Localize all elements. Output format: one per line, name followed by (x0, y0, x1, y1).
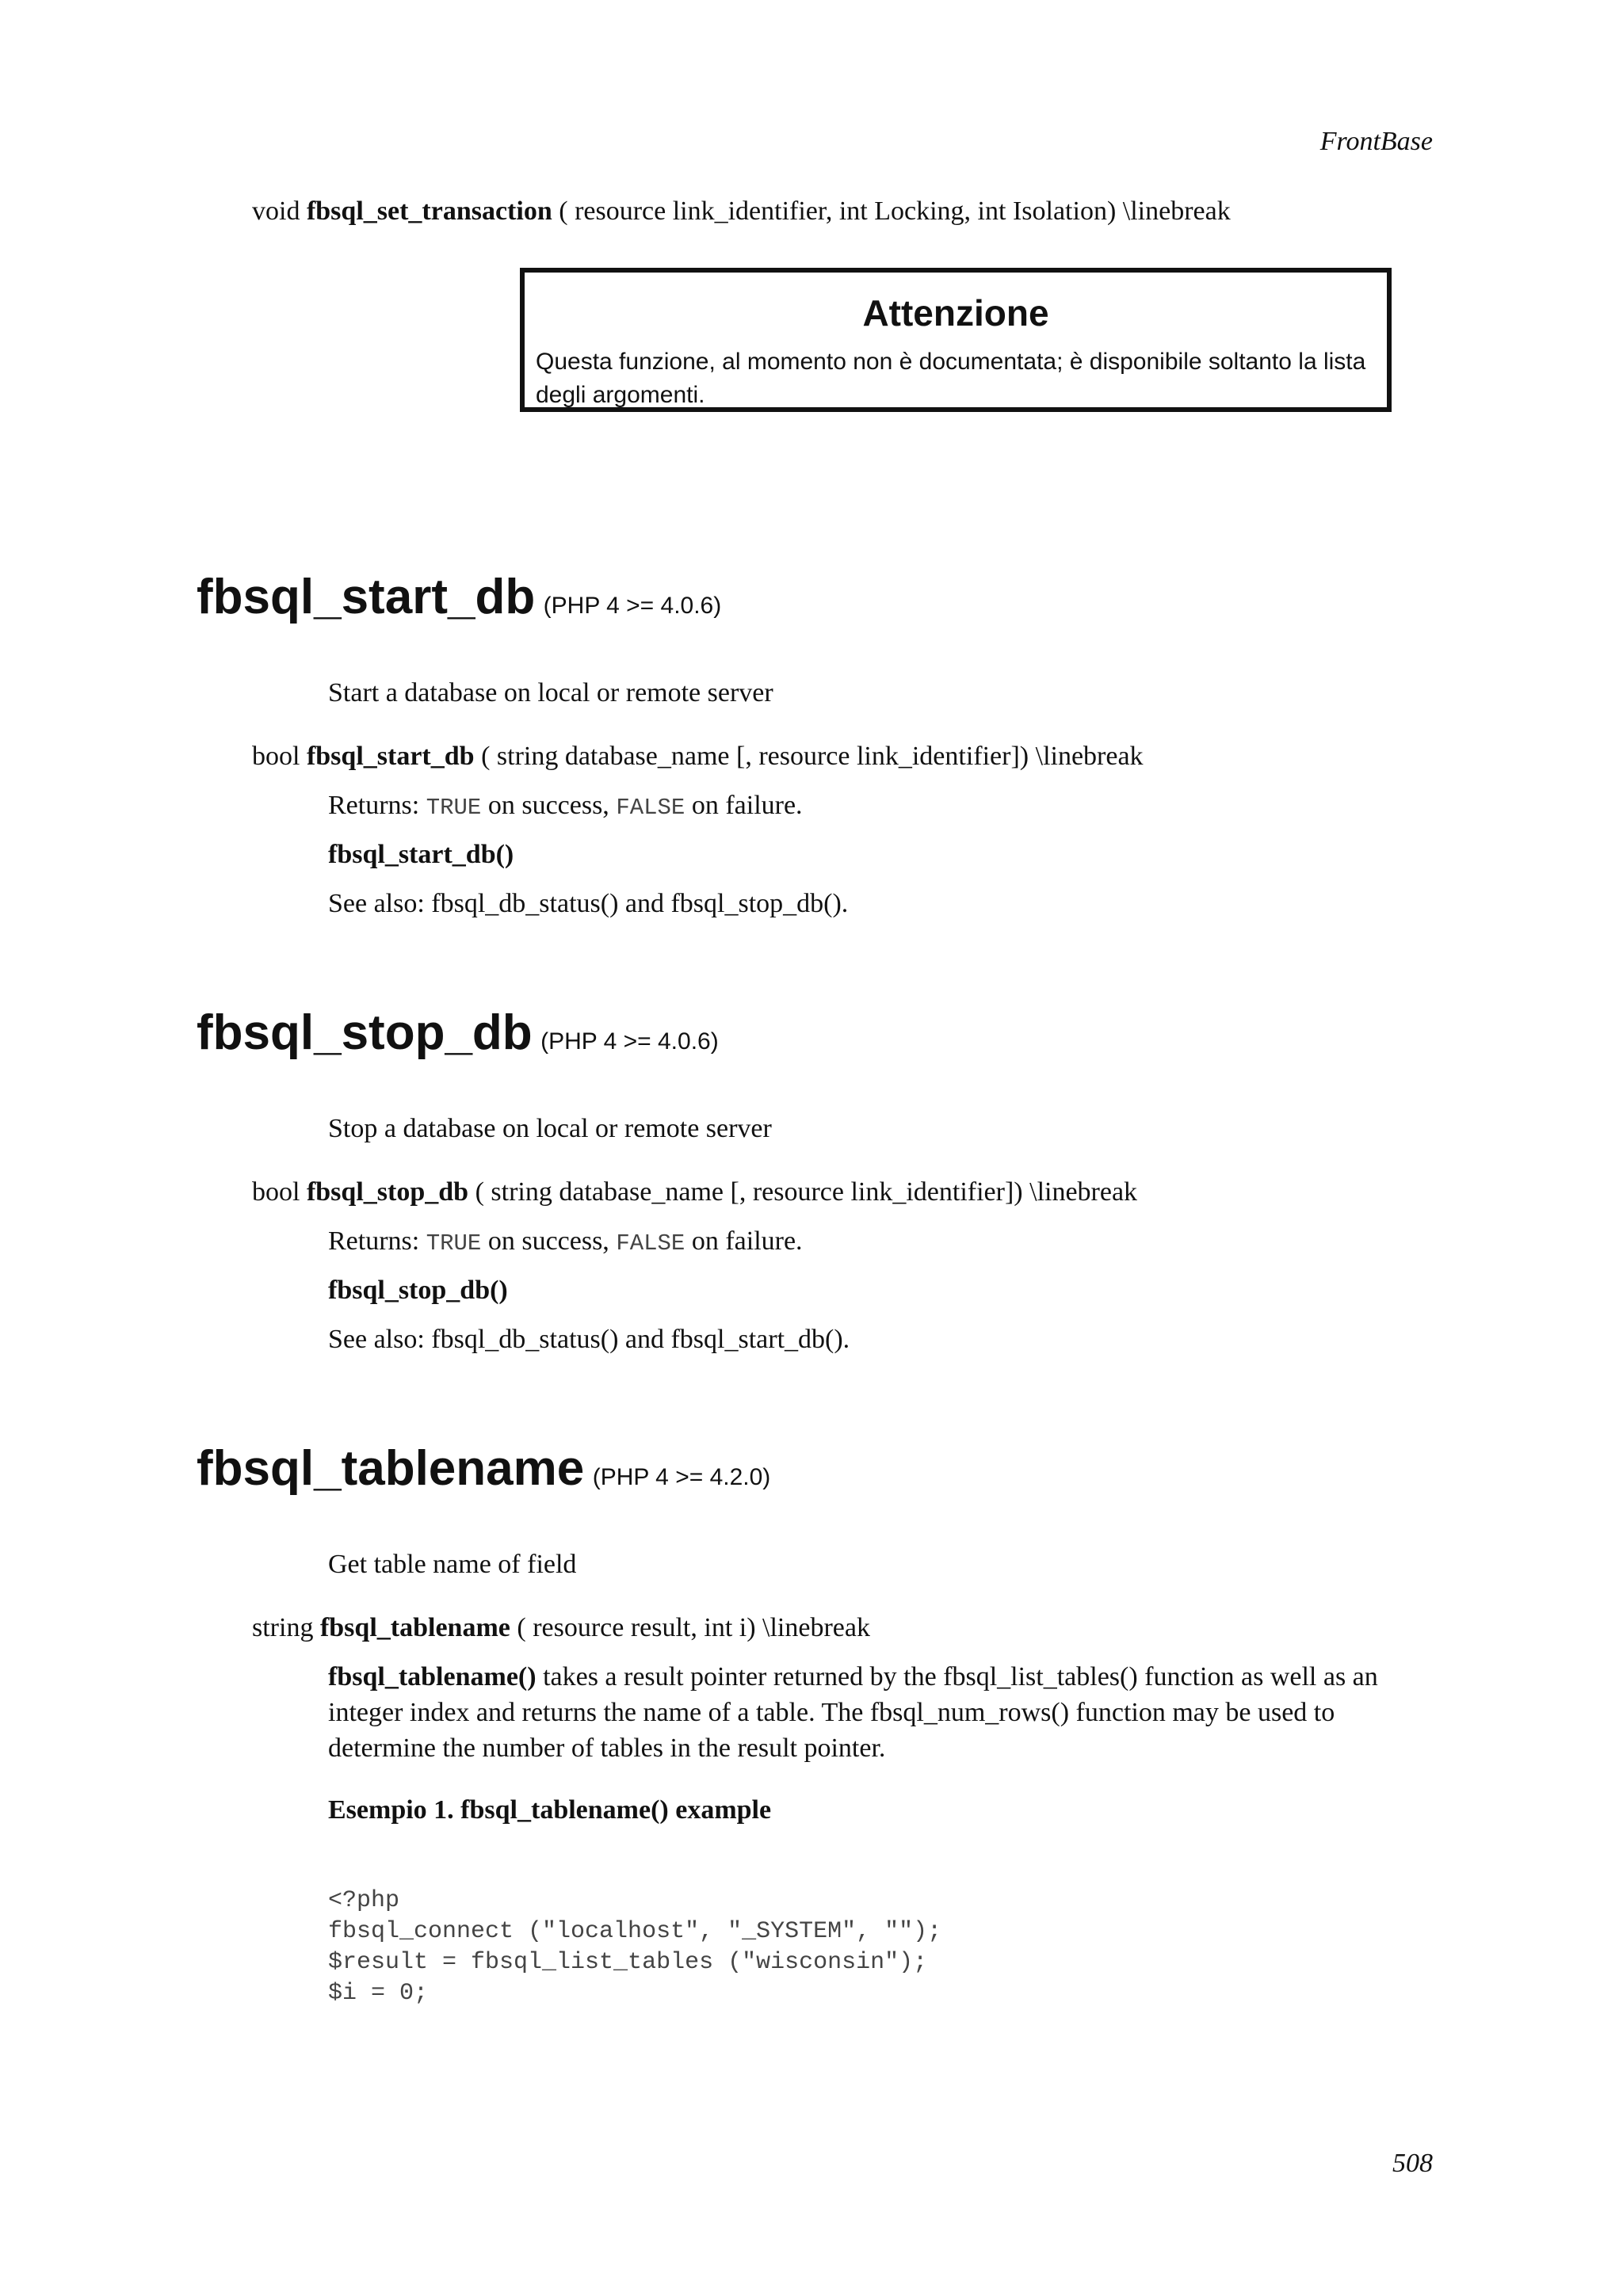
section-heading-start-db (197, 569, 721, 625)
description-paragraph (328, 1659, 1414, 1766)
returns-text (328, 791, 803, 821)
returns-suffix: on failure. (685, 791, 803, 820)
purpose-text: Stop a database on local or remote server (328, 1114, 772, 1143)
page-number: 508 (1392, 2149, 1433, 2178)
code-line: <?php (328, 1887, 400, 1914)
returns-prefix: Returns: (328, 1226, 426, 1256)
function-prototype-start-db (252, 742, 1144, 772)
false-constant: FALSE (616, 1230, 685, 1257)
function-reference (328, 840, 514, 870)
function-params: ( resource link_identifier, int Locking, int Isolation) \linebreak (552, 196, 1231, 226)
code-line: $result = fbsql_list_tables ("wisconsin"); (328, 1949, 928, 1976)
heading-version: (PHP 4 >= 4.0.6) (543, 593, 722, 619)
warning-box (520, 268, 1392, 412)
bold-reference: fbsql_stop_db() (328, 1276, 508, 1305)
return-type: void (252, 196, 300, 226)
purpose-text: Get table name of field (328, 1550, 577, 1579)
function-name: fbsql_tablename (319, 1613, 510, 1642)
function-name: fbsql_set_transaction (306, 196, 552, 226)
description-rest: takes a result pointer returned by the fbsql_list_tables() function as well as an integer index and returns the name of a table. The fbsql_num_rows() function may be used to determine the number of tables in the result pointer. (328, 1662, 1378, 1763)
example-title-text: Esempio 1. fbsql_tablename() example (328, 1795, 772, 1825)
section-heading-tablename (197, 1440, 770, 1497)
return-type: bool (252, 1177, 300, 1207)
function-name: fbsql_start_db (306, 742, 475, 771)
function-prototype-tablename (252, 1613, 870, 1643)
returns-text (328, 1226, 803, 1257)
function-name: fbsql_stop_db (306, 1177, 469, 1207)
heading-version: (PHP 4 >= 4.2.0) (592, 1464, 771, 1490)
function-reference (328, 1276, 508, 1306)
description-bold: fbsql_tablename() (328, 1662, 537, 1691)
returns-prefix: Returns: (328, 791, 426, 820)
function-params: ( string database_name [, resource link_identifier]) \linebreak (468, 1177, 1138, 1207)
warning-body: Questa funzione, al momento non è documentata; è disponibile soltanto la lista degli argomenti. (536, 349, 1366, 408)
function-params: ( resource result, int i) \linebreak (510, 1613, 870, 1642)
function-prototype-stop-db (252, 1177, 1137, 1207)
see-also: See also: fbsql_db_status() and fbsql_start_db(). (328, 1325, 850, 1354)
code-block (328, 1886, 941, 2009)
heading-name: fbsql_tablename (197, 1441, 585, 1496)
heading-version: (PHP 4 >= 4.0.6) (540, 1028, 719, 1055)
heading-name: fbsql_stop_db (197, 1005, 533, 1060)
returns-mid: on success, (481, 1226, 617, 1256)
returns-mid: on success, (481, 791, 617, 820)
bold-reference: fbsql_start_db() (328, 840, 514, 869)
section-heading-stop-db (197, 1005, 719, 1061)
true-constant: TRUE (426, 795, 482, 821)
running-header: FrontBase (1319, 127, 1433, 156)
function-params: ( string database_name [, resource link_identifier]) \linebreak (474, 742, 1144, 771)
true-constant: TRUE (426, 1230, 482, 1257)
return-type: string (252, 1613, 314, 1642)
heading-name: fbsql_start_db (197, 570, 536, 624)
code-line: fbsql_connect ("localhost", "_SYSTEM", ""); (328, 1918, 942, 1945)
return-type: bool (252, 742, 300, 771)
see-also: See also: fbsql_db_status() and fbsql_stop_db(). (328, 889, 849, 918)
example-title (328, 1795, 771, 1825)
function-prototype-set-transaction (252, 196, 1231, 227)
false-constant: FALSE (616, 795, 685, 821)
code-line: $i = 0; (328, 1980, 429, 2007)
purpose-text: Start a database on local or remote server (328, 678, 773, 707)
warning-title: Attenzione (862, 292, 1049, 334)
returns-suffix: on failure. (685, 1226, 803, 1256)
